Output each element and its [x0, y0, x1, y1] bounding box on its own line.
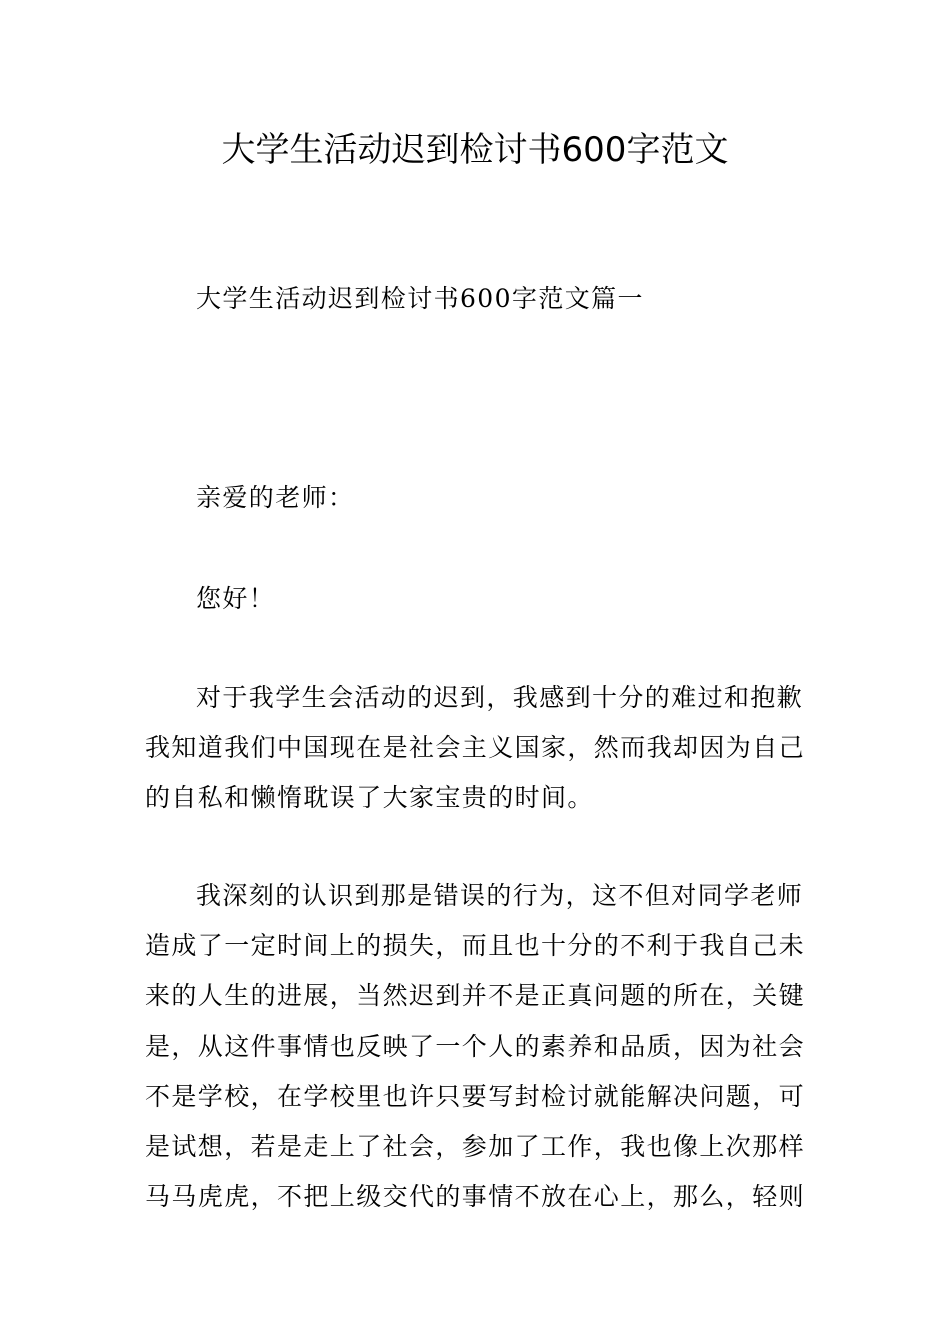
- paragraph-line: 对于我学生会活动的迟到，我感到十分的难过和抱歉: [196, 683, 804, 712]
- document-title: 大学生活动迟到检讨书600字范文: [221, 130, 729, 170]
- paragraph-line: 造成了一定时间上的损失，而且也十分的不利于我自己未: [145, 931, 806, 960]
- paragraph-line: 不是学校，在学校里也许只要写封检讨就能解决问题，可: [145, 1082, 806, 1111]
- greeting: 您好！: [196, 584, 276, 613]
- paragraph-line: 我深刻的认识到那是错误的行为，这不但对同学老师: [196, 881, 804, 910]
- paragraph-line: 我知道我们中国现在是社会主义国家，然而我却因为自己: [145, 733, 806, 762]
- paragraph-line: 来的人生的进展，当然迟到并不是正真问题的所在，关键: [145, 981, 806, 1010]
- section-subtitle: 大学生活动迟到检讨书600字范文篇一: [196, 284, 644, 313]
- paragraph-line: 是试想，若是走上了社会，参加了工作，我也像上次那样: [145, 1132, 806, 1161]
- paragraph-line: 马马虎虎，不把上级交代的事情不放在心上，那么，轻则: [145, 1182, 806, 1211]
- salutation: 亲爱的老师：: [196, 483, 355, 512]
- paragraph-line: 是，从这件事情也反映了一个人的素养和品质，因为社会: [145, 1032, 806, 1061]
- paragraph-line: 的自私和懒惰耽误了大家宝贵的时间。: [145, 783, 594, 812]
